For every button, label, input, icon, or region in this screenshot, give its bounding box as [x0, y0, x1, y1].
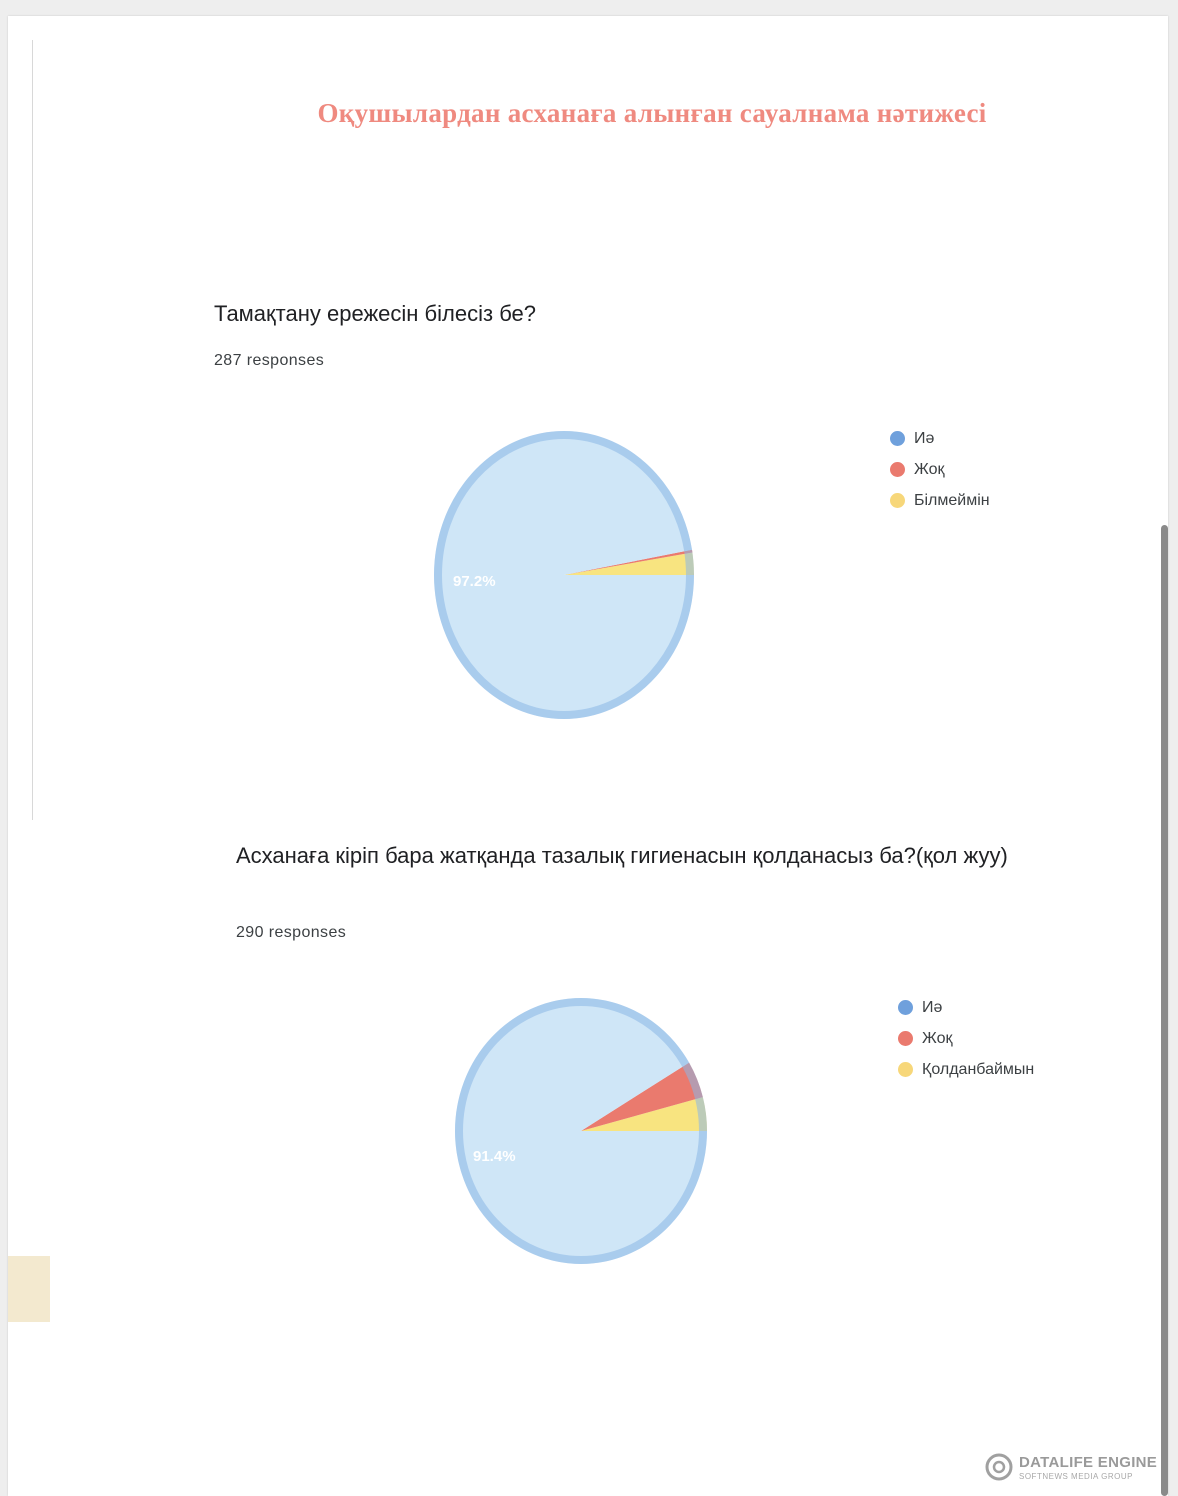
watermark [985, 1452, 1157, 1482]
legend-dot-dont-know [890, 493, 905, 508]
legend-dot-yes [890, 431, 905, 446]
legend-label-not-use: Қолданбаймын [922, 1060, 1035, 1078]
legend-item-not-use [898, 1054, 1034, 1085]
document-title: Оқушылардан асханаға алынған сауалнама нәтижесі [317, 98, 987, 128]
legend-label-yes: Иә [914, 429, 935, 447]
legend-dot-yes [898, 1000, 913, 1015]
page-edge-line [32, 40, 33, 820]
pie-percent-label: 97.2% [453, 573, 496, 590]
watermark-sub-text: SOFTNEWS MEDIA GROUP [1019, 1471, 1134, 1481]
legend-item-yes [898, 992, 1034, 1023]
pie-chart-2 [453, 997, 709, 1265]
legend-item-no [890, 454, 990, 485]
legend-label-yes: Иә [922, 998, 943, 1016]
watermark-main-text: DATALIFE ENGINE [1019, 1453, 1158, 1471]
pie-percent-label: 91.4% [473, 1148, 516, 1165]
legend-label-no: Жоқ [922, 1029, 953, 1047]
legend-2 [898, 992, 1034, 1085]
legend-1 [890, 423, 990, 516]
question-2-title: Асханаға кіріп бара жатқанда тазалық гигиенасын қолданасыз ба?(қол жуу) [236, 843, 1008, 868]
legend-label-dont-know: Білмеймін [914, 491, 990, 509]
legend-item-dont-know [890, 485, 990, 516]
question-2-responses: 290 responses [236, 924, 347, 941]
legend-label-no: Жоқ [914, 460, 945, 478]
legend-dot-no [898, 1031, 913, 1046]
question-1-title: Тамақтану ережесін білесіз бе? [214, 301, 537, 326]
legend-item-no [898, 1023, 1034, 1054]
document-page [8, 16, 1168, 1496]
scrollbar[interactable] [1161, 525, 1168, 1496]
pie-chart-1 [433, 430, 695, 720]
watermark-logo-icon [985, 1453, 1013, 1481]
legend-dot-not-use [898, 1062, 913, 1077]
legend-dot-no [890, 462, 905, 477]
page-edge-stain [8, 1256, 50, 1322]
legend-item-yes [890, 423, 990, 454]
question-1-responses: 287 responses [214, 352, 325, 369]
